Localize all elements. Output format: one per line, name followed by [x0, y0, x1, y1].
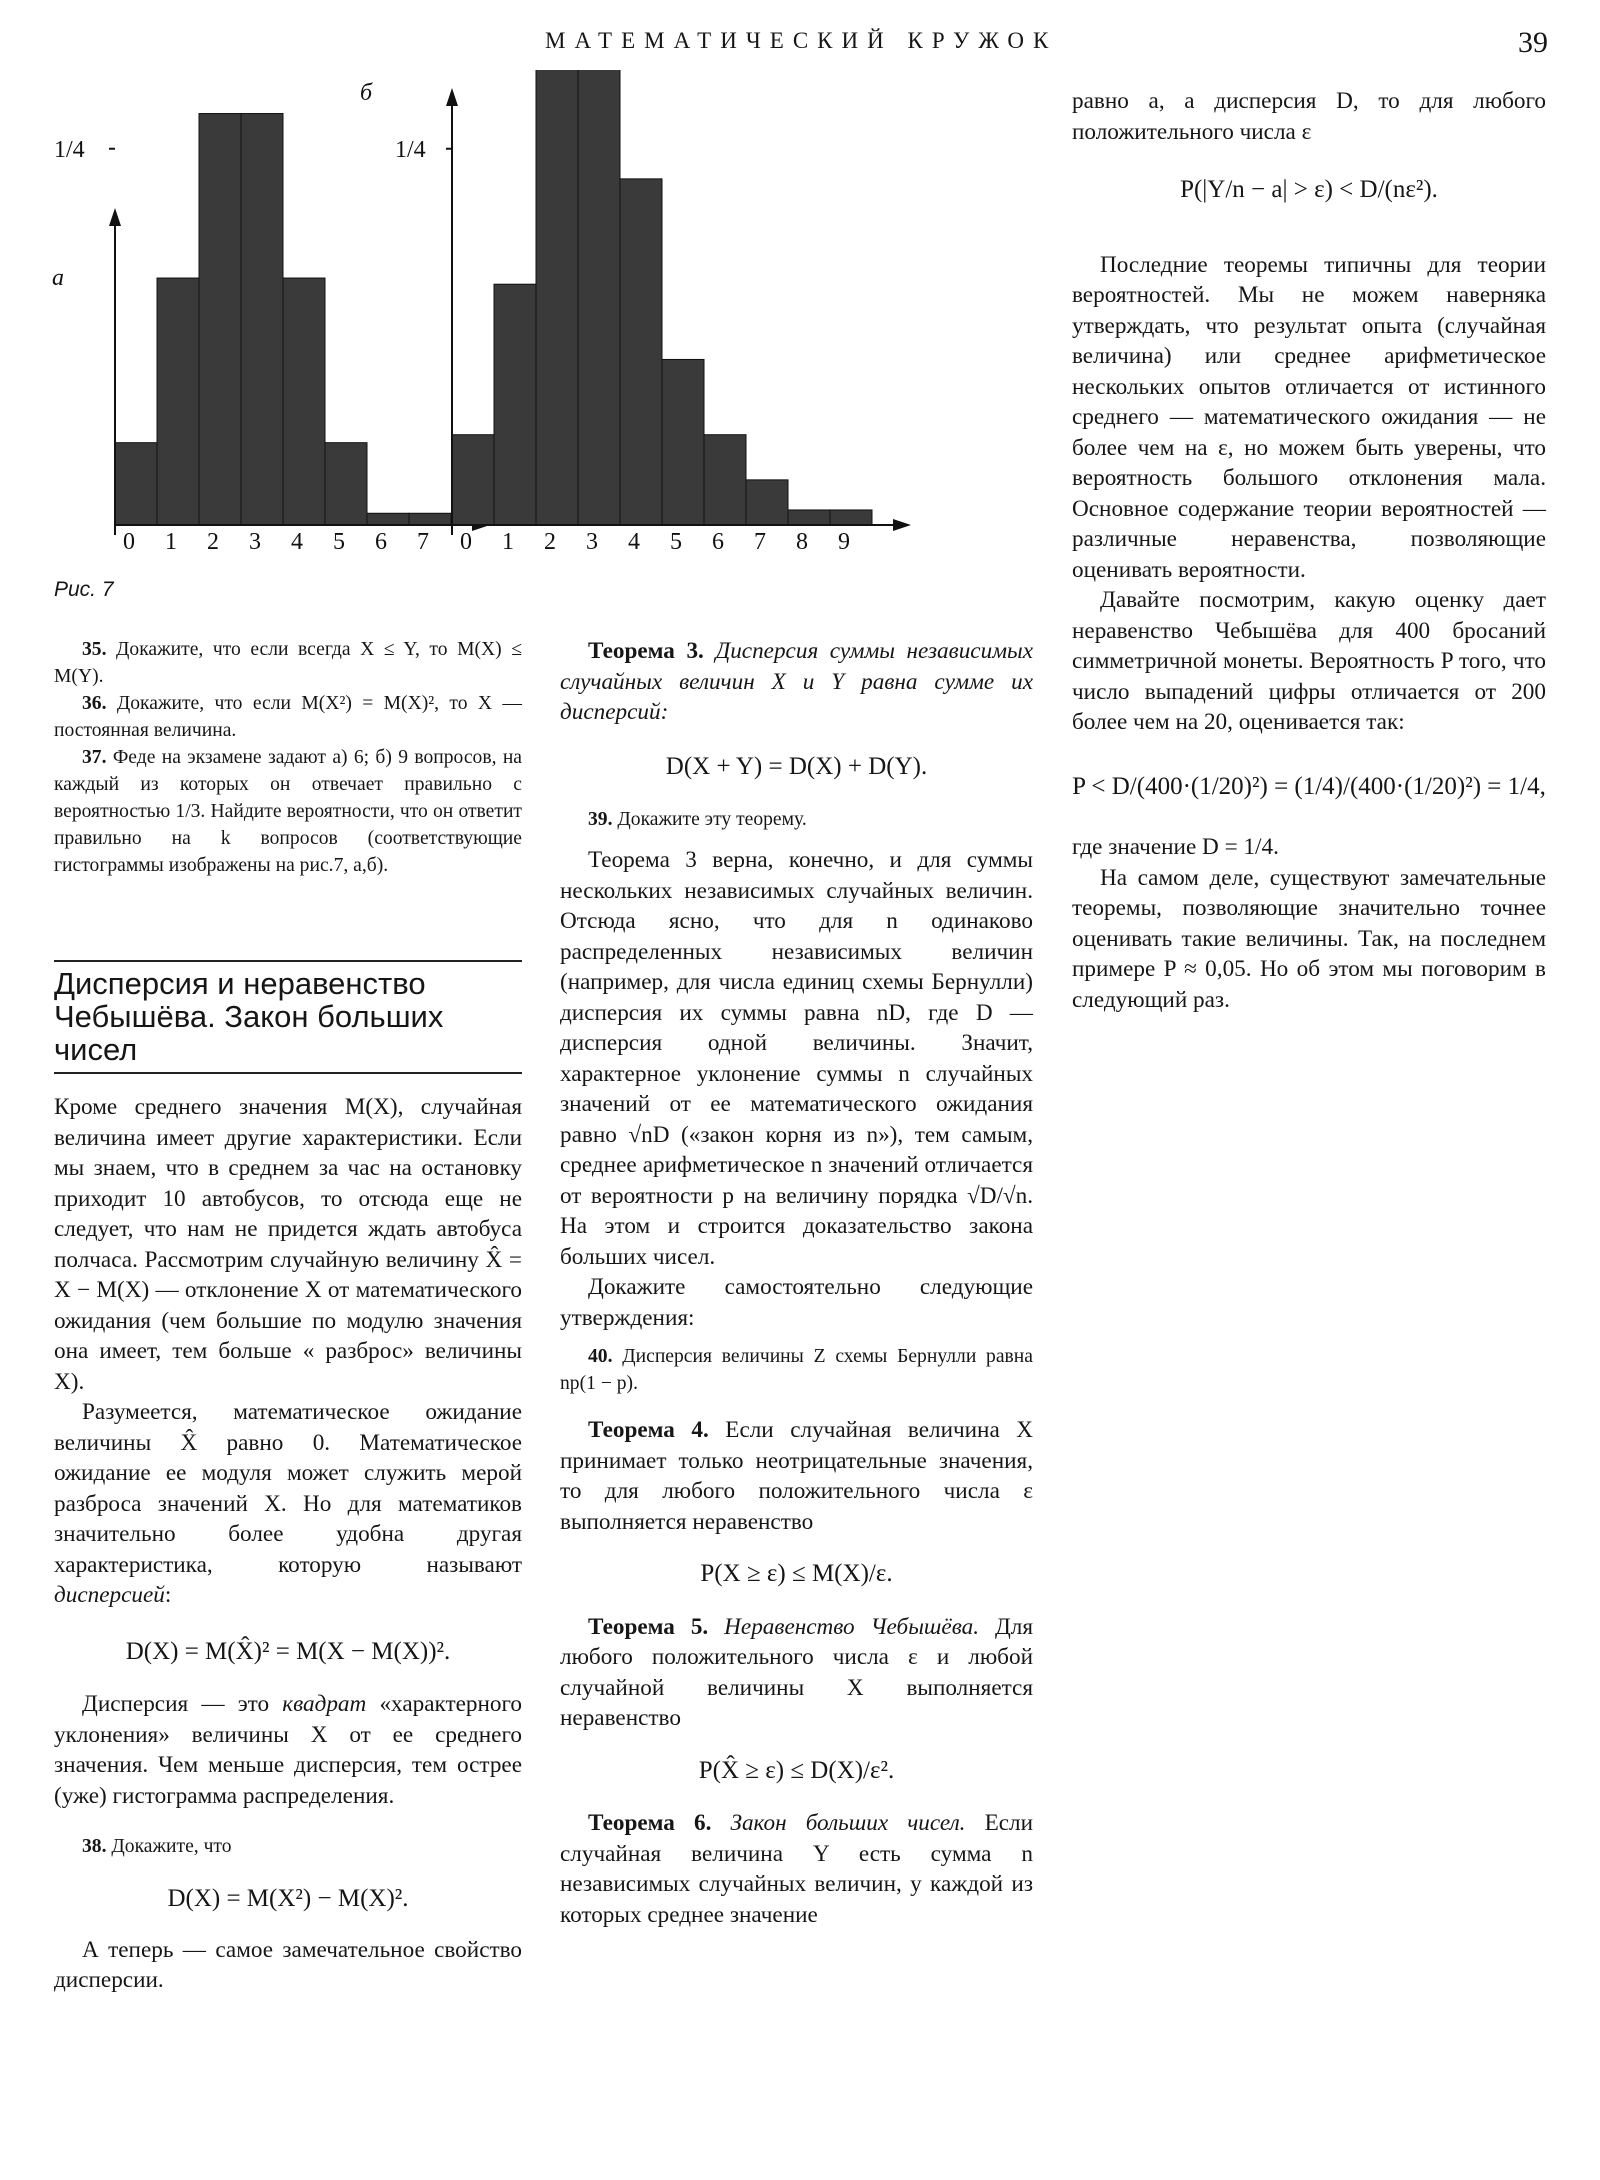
tick-label-1-6: 6 — [712, 529, 724, 555]
left-para-2 — [54, 1397, 522, 1611]
left-para-2-term: дисперсией — [54, 1582, 165, 1608]
left-para-1: Кроме среднего значения M(X), случайная величина имеет другие характеристики. Если мы знаем, что в среднем за час на остановку приходит 10 автобусов, то отсюда еще не следует, что нам не придется ждать автобуса полчаса. Рассмотрим случайную величину X̂ = X − M(X) — отклонение X от математического ожидания (чем большие по модулю значения она имеет, тем больше « разброс» величины X). — [54, 1094, 522, 1395]
problem-39: 39. Докажите эту теорему. — [588, 809, 807, 830]
bar-1-9 — [830, 510, 872, 525]
tick-label-1-9: 9 — [838, 529, 850, 555]
right-continuation: равно a, а дисперсия D, то для любого положительного числа ε — [1072, 88, 1546, 145]
left-para-2-end: : — [164, 1582, 172, 1608]
bar-0-6 — [367, 513, 409, 525]
theorem-5-formula: P(X̂ ≥ ε) ≤ D(X)/ε². — [698, 1756, 895, 1784]
y-axis-arrow-1 — [446, 88, 458, 106]
tick-label-1-4: 4 — [628, 529, 640, 555]
theorem-3-label: Теорема 3. — [588, 638, 704, 664]
theorem-4 — [560, 1415, 1033, 1537]
tick-label-0-2: 2 — [207, 529, 219, 555]
right-para-2: Давайте посмотрим, какую оценку дает неравенство Чебышёва для 400 бросаний симметричной монеты. Вероятность P того, что число выпадений цифры отличается от 200 более чем на 20, оценивается так: — [1072, 587, 1546, 735]
theorem-4-formula: P(X ≥ ε) ≤ M(X)/ε. — [700, 1560, 893, 1587]
y-tick-label-0: 1/4 — [54, 136, 85, 163]
bar-1-3 — [578, 70, 620, 525]
middle-para-2: Докажите самостоятельно следующие утверждения: — [560, 1274, 1033, 1331]
left-column — [54, 636, 522, 879]
panel-label-1: б — [360, 80, 373, 106]
figure-7 — [40, 70, 920, 590]
theorem-5-text: Для любого положительного числа ε и любой случайной величины X выполняется неравенство — [560, 1613, 1033, 1731]
tick-label-1-3: 3 — [586, 529, 598, 555]
problem-40: 40. Дисперсия величины Z схемы Бернулли равна np(1 − p). — [560, 1346, 1033, 1394]
section-rule-top — [54, 960, 522, 962]
bar-1-7 — [746, 480, 788, 525]
bar-0-7 — [409, 513, 451, 525]
theorem-6 — [560, 1808, 1033, 1930]
theorem-6-text: Если случайная величина Y есть сумма n независимых случайных величин, у каждой из которых среднее значение — [560, 1810, 1034, 1928]
y-tick-label-1: 1/4 — [395, 136, 426, 163]
bar-0-0 — [115, 443, 157, 525]
right-column — [1072, 86, 1546, 1015]
problem-37-text: Феде на экзамене задают а) 6; б) 9 вопросов, на каждый из которых он отвечает правильно с вероятностью 1/3. Найдите вероятности, что он ответит правильно на k вопросов (соответствующие гистограммы изображены на рис.7, а,б). — [54, 747, 522, 876]
bar-0-3 — [241, 114, 283, 525]
left-para-2-text: Разумеется, математическое ожидание величины X̂ равно 0. Математическое ожидание ее модуля может служить мерой разброса значений X. Но для математиков значительно более удобна другая характеристика, которую называют — [54, 1399, 522, 1578]
problem-39-text: Докажите эту теорему. — [617, 809, 807, 830]
tick-label-1-0: 0 — [460, 529, 472, 555]
problem-35-text: Докажите, что если всегда X ≤ Y, то M(X) ≤ M(Y). — [54, 639, 522, 687]
formula-dispersion: D(X) = M(X̂)² = M(X − M(X))². — [125, 1637, 451, 1665]
x-axis-arrow-1 — [893, 519, 911, 531]
page-number: 39 — [1518, 26, 1548, 59]
bar-0-4 — [283, 278, 325, 525]
figure-caption: Рис. 7 — [54, 578, 114, 601]
y-axis-arrow-0 — [109, 208, 121, 226]
problem-40-text: Дисперсия величины Z схемы Бернулли равна np(1 − p). — [560, 1346, 1033, 1394]
histogram-b — [360, 70, 911, 555]
theorem-3-formula: D(X + Y) = D(X) + D(Y). — [665, 752, 928, 780]
formula-law-large-numbers: P(|Y/n − a| > ε) < D/(nε²). — [1180, 176, 1438, 203]
left-para-4: А теперь — самое замечательное свойство дисперсии. — [54, 1936, 522, 1993]
left-para-3 — [54, 1689, 522, 1811]
bar-0-5 — [325, 443, 367, 525]
section-title: Дисперсия и неравенство Чебышёва. Закон больших чисел — [54, 966, 444, 1067]
bar-0-2 — [199, 114, 241, 525]
bar-1-1 — [494, 284, 536, 525]
problem-36: 36. Докажите, что если M(X²) = M(X)², то X — постоянная величина. — [54, 693, 522, 741]
theorem-5 — [560, 1612, 1033, 1734]
section-rule-bottom — [54, 1072, 522, 1074]
theorem-6-title: Закон больших чисел. — [730, 1810, 966, 1836]
tick-label-0-4: 4 — [291, 529, 303, 555]
problem-37: 37. Феде на экзамене задают а) 6; б) 9 вопросов, на каждый из которых он отвечает правильно с вероятностью 1/3. Найдите вероятности, что он ответит правильно на k вопросов (соответствующие гистограммы изображены на рис.7, а,б). — [54, 747, 522, 876]
theorem-4-text: Если случайная величина X принимает только неотрицательные значения, то для любого положительного числа ε выполняется неравенство — [560, 1417, 1033, 1535]
left-para-3-text: Дисперсия — это — [82, 1691, 270, 1717]
theorem-3 — [560, 636, 1033, 728]
tick-label-1-5: 5 — [670, 529, 682, 555]
tick-label-0-7: 7 — [417, 529, 429, 555]
problem-38-text: Докажите, что — [111, 1836, 232, 1857]
problem-36-text: Докажите, что если M(X²) = M(X)², то X — постоянная величина. — [54, 693, 522, 741]
tick-label-0-1: 1 — [165, 529, 177, 555]
bar-0-1 — [157, 278, 199, 525]
right-para-4: На самом деле, существуют замечательные теоремы, позволяющие значительно точнее оценивать такие величины. Так, на последнем примере P ≈ 0,05. Но об этом мы поговорим в следующий раз. — [1072, 864, 1546, 1013]
bar-1-6 — [704, 435, 746, 525]
tick-label-0-0: 0 — [123, 529, 135, 555]
histogram-a — [52, 114, 490, 555]
problem-35: 35. Докажите, что если всегда X ≤ Y, то M(X) ≤ M(Y). — [54, 639, 522, 687]
right-para-3: где значение D = 1/4. — [1072, 834, 1279, 860]
left-column-body — [54, 1092, 522, 1996]
right-para-1: Последние теоремы типичны для теории вероятностей. Мы не можем наверняка утверждать, что результат опыта (случайная величина) или среднее арифметическое нескольких опытов отличается от истинного среднего — математического ожидания — не более чем на ε, но можем быть уверены, что вероятность большого отклонения мала. Основное содержание теории вероятностей — различные неравенства, позволяющие оценивать вероятности. — [1072, 251, 1546, 583]
panel-label-0: а — [52, 265, 64, 291]
middle-para-1: Теорема 3 верна, конечно, и для суммы нескольких независимых случайных величин. Отсюда ясно, что для n одинаково распределенных независимых величин (например, для числа единиц схемы Бернулли) дисперсия их суммы равна nD, где D — дисперсия одной величины. Значит, характерное уклонение суммы n случайных значений от ее математического ожидания равно √nD («закон корня из n»), тем самым, среднее арифметическое n значений отличается от вероятности p на величину порядка √D/√n. На этом и строится доказательство закона больших чисел. — [560, 847, 1033, 1270]
bar-1-4 — [620, 179, 662, 525]
tick-label-0-5: 5 — [333, 529, 345, 555]
theorem-4-label: Теорема 4. — [588, 1417, 709, 1443]
formula-38: D(X) = M(X²) − M(X)². — [167, 1885, 409, 1912]
theorem-3-text: Дисперсия суммы независимых случайных величин X и Y равна сумме их дисперсий: — [560, 638, 1033, 725]
tick-label-1-7: 7 — [754, 529, 766, 555]
tick-label-0-3: 3 — [249, 529, 261, 555]
formula-estimate: P < D/(400·(1/20)²) = (1/4)/(400·(1/20)²) = 1/4, — [1072, 772, 1546, 800]
left-para-3-rest: «характерного уклонения» величины X от ее среднего значения. Чем меньше дисперсия, тем острее (уже) гистограмма распределения. — [54, 1691, 523, 1809]
theorem-5-label: Теорема 5. — [588, 1613, 709, 1640]
bar-1-5 — [662, 359, 704, 525]
bar-1-8 — [788, 510, 830, 525]
problem-38: 38. Докажите, что — [82, 1836, 232, 1857]
middle-column — [560, 636, 1033, 1930]
left-para-3-term: квадрат — [282, 1691, 367, 1717]
theorem-5-title: Неравенство Чебышёва. — [724, 1613, 979, 1640]
bar-1-0 — [452, 435, 494, 525]
bar-1-2 — [536, 70, 578, 525]
tick-label-0-6: 6 — [375, 529, 387, 555]
theorem-6-label: Теорема 6. — [588, 1810, 712, 1836]
tick-label-1-8: 8 — [796, 529, 808, 555]
tick-label-1-2: 2 — [544, 529, 556, 555]
tick-label-1-1: 1 — [502, 529, 514, 555]
running-title: МАТЕМАТИЧЕСКИЙ КРУЖОК — [545, 28, 1058, 53]
